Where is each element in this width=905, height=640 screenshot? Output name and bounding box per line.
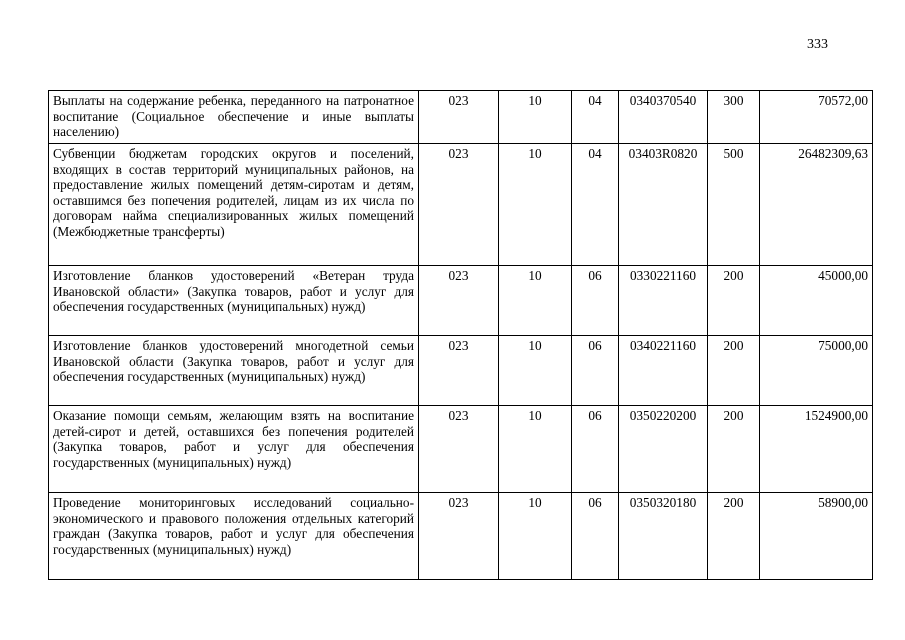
amount-value: 58900,00 xyxy=(760,493,873,580)
subsection-code: 06 xyxy=(572,493,619,580)
ministry-code: 023 xyxy=(419,406,499,493)
target-code: 0350320180 xyxy=(619,493,708,580)
subsection-code: 06 xyxy=(572,406,619,493)
ministry-code: 023 xyxy=(419,266,499,336)
table-row xyxy=(49,493,873,580)
amount-value: 45000,00 xyxy=(760,266,873,336)
expense-type-code: 200 xyxy=(708,406,760,493)
target-code: 03403R0820 xyxy=(619,144,708,266)
subsection-code: 04 xyxy=(572,144,619,266)
ministry-code: 023 xyxy=(419,493,499,580)
section-code: 10 xyxy=(499,493,572,580)
ministry-code: 023 xyxy=(419,91,499,144)
expense-type-code: 500 xyxy=(708,144,760,266)
ministry-code: 023 xyxy=(419,144,499,266)
budget-table xyxy=(48,90,873,580)
table-row xyxy=(49,336,873,406)
section-code: 10 xyxy=(499,406,572,493)
table-row xyxy=(49,144,873,266)
amount-value: 26482309,63 xyxy=(760,144,873,266)
section-code: 10 xyxy=(499,336,572,406)
expense-type-code: 200 xyxy=(708,266,760,336)
expense-type-code: 300 xyxy=(708,91,760,144)
row-description: Оказание помощи семьям, желающим взять на воспитание детей-сирот и детей, оставшихся без попечения родителей (Закупка товаров, работ и услуг для обеспечения государственных (муниципальных) нужд) xyxy=(49,406,419,493)
amount-value: 1524900,00 xyxy=(760,406,873,493)
target-code: 0340221160 xyxy=(619,336,708,406)
row-description: Субвенции бюджетам городских округов и поселений, входящих в состав территорий муниципальных районов, на предоставление жилых помещений детям-сиротам и детям, оставшимся без попечения родителей, лицам из их числа по договорам найма специализированных жилых помещений (Межбюджетные трансферты) xyxy=(49,144,419,266)
row-description: Выплаты на содержание ребенка, переданного на патронатное воспитание (Социальное обеспечение и иные выплаты населению) xyxy=(49,91,419,144)
expense-type-code: 200 xyxy=(708,493,760,580)
subsection-code: 06 xyxy=(572,266,619,336)
table-row xyxy=(49,91,873,144)
subsection-code: 04 xyxy=(572,91,619,144)
target-code: 0340370540 xyxy=(619,91,708,144)
section-code: 10 xyxy=(499,144,572,266)
table-row xyxy=(49,406,873,493)
section-code: 10 xyxy=(499,91,572,144)
amount-value: 75000,00 xyxy=(760,336,873,406)
row-description: Изготовление бланков удостоверений многодетной семьи Ивановской области (Закупка товаров, работ и услуг для обеспечения государственных (муниципальных) нужд) xyxy=(49,336,419,406)
row-description: Проведение мониторинговых исследований социально-экономического и правового положения отдельных категорий граждан (Закупка товаров, работ и услуг для обеспечения государственных (муниципальных) нужд) xyxy=(49,493,419,580)
target-code: 0350220200 xyxy=(619,406,708,493)
page-number: 333 xyxy=(807,37,828,52)
table-row xyxy=(49,266,873,336)
subsection-code: 06 xyxy=(572,336,619,406)
amount-value: 70572,00 xyxy=(760,91,873,144)
expense-type-code: 200 xyxy=(708,336,760,406)
ministry-code: 023 xyxy=(419,336,499,406)
section-code: 10 xyxy=(499,266,572,336)
row-description: Изготовление бланков удостоверений «Ветеран труда Ивановской области» (Закупка товаров, работ и услуг для обеспечения государственных (муниципальных) нужд) xyxy=(49,266,419,336)
target-code: 0330221160 xyxy=(619,266,708,336)
